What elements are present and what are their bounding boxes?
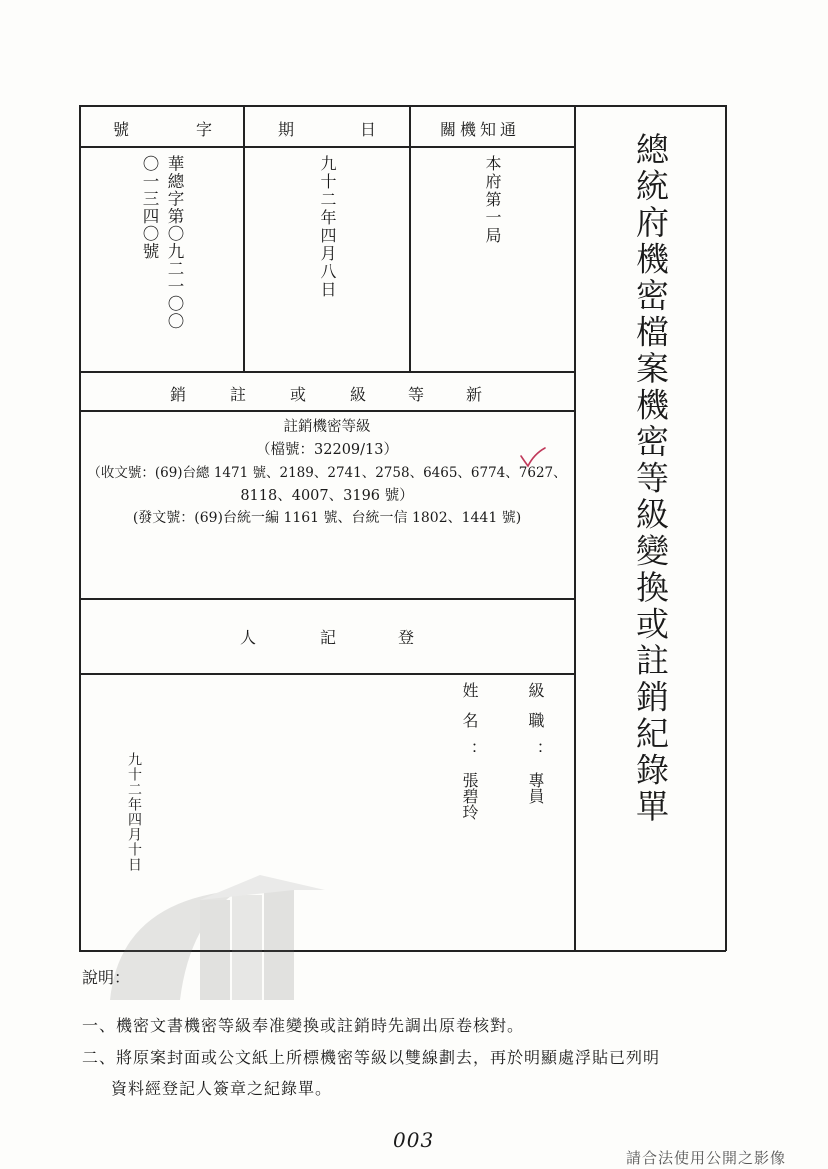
registration-date: 九十二年四月十日 xyxy=(126,752,142,872)
table-right-border xyxy=(725,105,727,951)
change-body-divider xyxy=(79,598,575,600)
header-number-label-a: 號 xyxy=(113,120,130,139)
table-left-border xyxy=(79,105,81,951)
change-heading-char-3: 或 xyxy=(290,385,307,404)
header-agency-label: 關機知通 xyxy=(440,120,521,139)
note-item-2-line2: 資料經登記人簽章之紀錄單。 xyxy=(111,1079,333,1098)
name-label-text: 姓名： xyxy=(460,682,479,772)
header-date-label-b: 日 xyxy=(360,120,377,139)
received-numbers-line1: （收文號：(69)台總 1471 號、2189、2741、2758、6465、6774、7627、 xyxy=(87,465,567,481)
change-heading-char-2: 註 xyxy=(230,385,247,404)
name-value: 張碧玲 xyxy=(460,772,479,820)
registrar-heading-char-2: 記 xyxy=(320,628,337,647)
document-number-line1: 華總字第〇九二一〇〇 xyxy=(165,155,184,330)
header-date-label-a: 期 xyxy=(278,120,295,139)
rank-label xyxy=(524,682,546,804)
notes-label: 說明： xyxy=(82,968,131,987)
col-divider-2 xyxy=(409,105,411,372)
usage-notice: 請合法使用公開之影像 xyxy=(626,1149,787,1167)
row1-divider xyxy=(79,371,575,373)
change-heading-char-4: 級 xyxy=(350,385,367,404)
col-divider-1 xyxy=(243,105,245,372)
rank-value: 專員 xyxy=(526,772,545,804)
note-item-2-line1: 二、將原案封面或公文紙上所標機密等級以雙線劃去，再於明顯處浮貼已列明 xyxy=(82,1048,661,1067)
document-date: 九十二年四月八日 xyxy=(318,155,337,299)
header-divider xyxy=(79,146,575,148)
page-number: 003 xyxy=(393,1128,435,1152)
table-top-border xyxy=(79,105,726,107)
received-numbers-line2: 8118、4007、3196 號） xyxy=(240,488,414,504)
note-item-1: 一、機密文書機密等級奉准變換或註銷時先調出原卷核對。 xyxy=(82,1016,525,1035)
change-heading-char-5: 等 xyxy=(408,385,425,404)
document-number-line2: 〇一三四〇號 xyxy=(140,155,159,260)
registrar-heading-divider xyxy=(79,673,575,675)
change-heading-char-6: 新 xyxy=(466,385,483,404)
form-title: 總統府機密檔案機密等級變換或註銷紀錄單 xyxy=(631,132,670,826)
registrar-heading-char-1: 人 xyxy=(240,628,257,647)
checkmark-icon xyxy=(518,446,548,470)
rank-label-text: 級職： xyxy=(526,682,545,772)
file-number: （檔號：32209/13） xyxy=(256,442,398,458)
title-column-divider xyxy=(574,105,576,951)
change-title: 註銷機密等級 xyxy=(283,419,371,435)
sent-numbers: (發文號：(69)台統一編 1161 號、台統一信 1802、1441 號) xyxy=(132,510,522,526)
archive-watermark-logo xyxy=(100,860,340,1010)
change-heading-divider xyxy=(79,410,575,412)
registrar-heading-char-3: 登 xyxy=(398,628,415,647)
change-heading-char-1: 銷 xyxy=(170,385,187,404)
name-label xyxy=(458,682,480,820)
header-number-label-b: 字 xyxy=(196,120,213,139)
notified-agency: 本府第一局 xyxy=(483,155,502,245)
